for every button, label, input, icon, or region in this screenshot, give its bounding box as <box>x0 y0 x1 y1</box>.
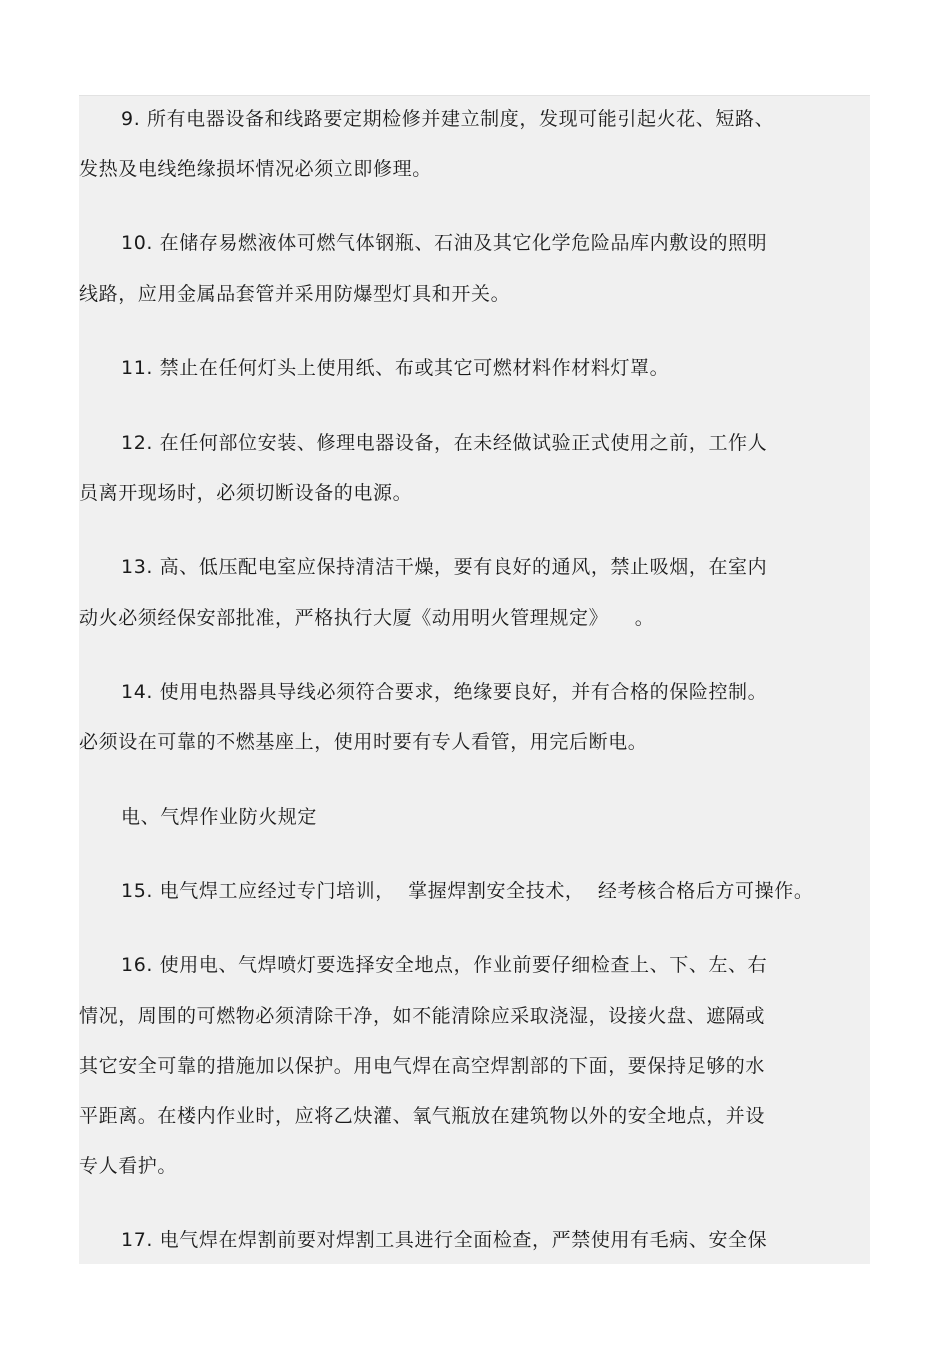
section-heading: 电、气焊作业防火规定 <box>121 806 318 828</box>
text-line: 发热及电线绝缘损坏情况必须立即修理。 <box>79 158 432 180</box>
text-line: 其它安全可靠的措施加以保护。用电气焊在高空焊割部的下面，要保持足够的水 <box>79 1055 766 1077</box>
text-line: 必须设在可靠的不燃基座上，使用时要有专人看管，用完后断电。 <box>79 731 648 753</box>
text-line: 平距离。在楼内作业时，应将乙炔灌、氧气瓶放在建筑物以外的安全地点，并设 <box>79 1105 766 1127</box>
text-line: 17. 电气焊在焊割前要对焊割工具进行全面检查，严禁使用有毛病、安全保 <box>121 1229 768 1251</box>
text-line: 10. 在储存易燃液体可燃气体钢瓶、石油及其它化学危险品库内敷设的照明 <box>121 232 768 254</box>
text-line: 13. 高、低压配电室应保持清洁干燥，要有良好的通风，禁止吸烟，在室内 <box>121 556 768 578</box>
text-line: 14. 使用电热器具导线必须符合要求，绝缘要良好，并有合格的保险控制。 <box>121 681 768 703</box>
text-line: 11. 禁止在任何灯头上使用纸、布或其它可燃材料作材料灯罩。 <box>121 357 670 379</box>
document-page <box>79 95 870 1264</box>
text-line: 专人看护。 <box>79 1155 178 1177</box>
text-line: 16. 使用电、气焊喷灯要选择安全地点，作业前要仔细检查上、下、左、右 <box>121 954 768 976</box>
text-line: 线路，应用金属品套管并采用防爆型灯具和开关。 <box>79 283 511 305</box>
text-line: 情况，周围的可燃物必须清除干净，如不能清除应采取浇湿，设接火盘、遮隔或 <box>79 1005 766 1027</box>
text-line: 12. 在任何部位安装、修理电器设备，在未经做试验正式使用之前，工作人 <box>121 432 768 454</box>
text-line: 员离开现场时，必须切断设备的电源。 <box>79 482 413 504</box>
text-line: 动火必须经保安部批准，严格执行大厦《动用明火管理规定》 。 <box>79 607 655 629</box>
text-line: 9. 所有电器设备和线路要定期检修并建立制度，发现可能引起火花、短路、 <box>121 108 775 130</box>
text-line: 15. 电气焊工应经过专门培训， 掌握焊割安全技术， 经考核合格后方可操作。 <box>121 880 814 902</box>
